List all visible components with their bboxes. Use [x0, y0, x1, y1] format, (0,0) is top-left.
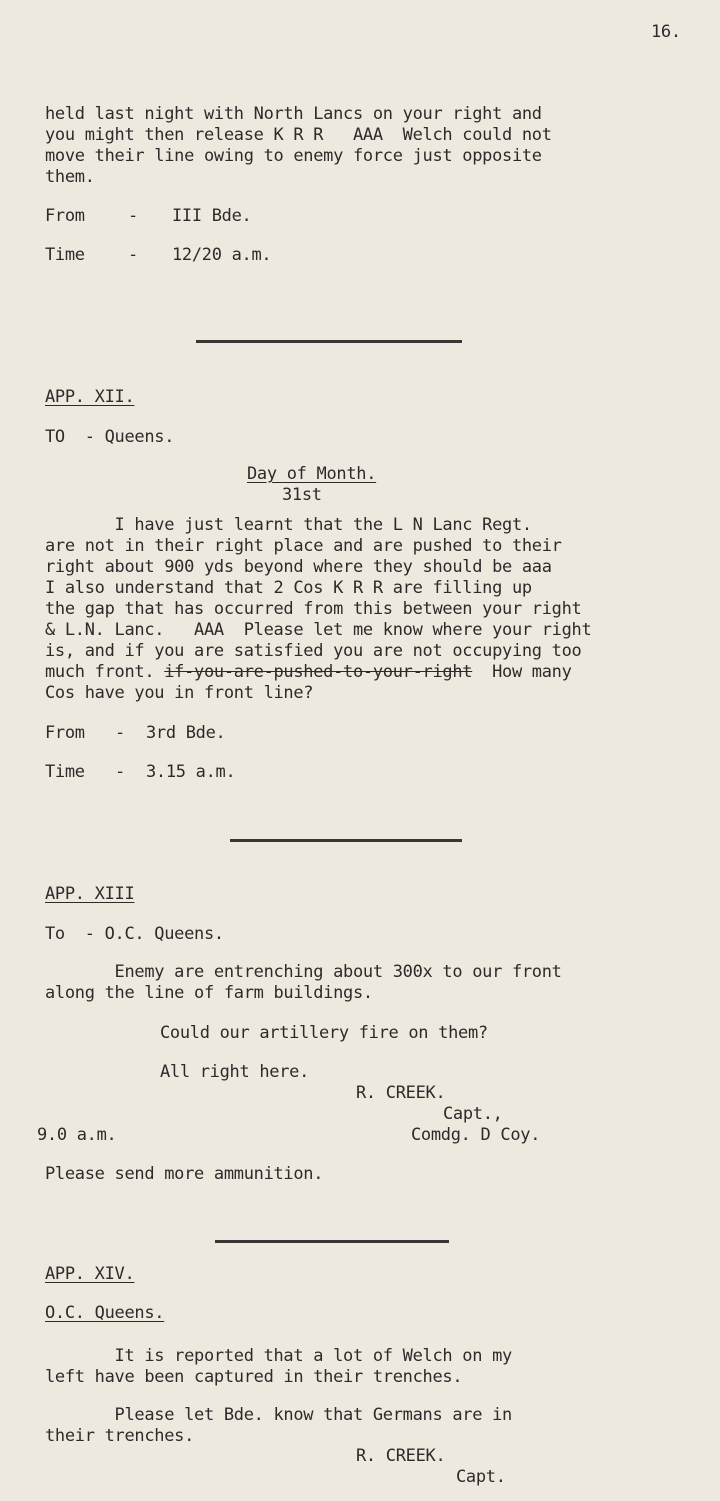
s2-line-5: the gap that has occurred from this between your right	[45, 599, 582, 619]
s4-signature: R. CREEK.	[356, 1446, 446, 1466]
s2-from-label: From	[45, 723, 85, 743]
s3-heading: APP. XIII	[45, 884, 135, 904]
s1-time-label: Time	[45, 245, 85, 265]
s3-time: 9.0 a.m.	[37, 1125, 117, 1145]
s2-line-7: is, and if you are satisfied you are not occupying too	[45, 641, 582, 661]
page-number: 16.	[651, 22, 681, 42]
s3-rank: Capt.,	[443, 1104, 503, 1124]
s4-heading: APP. XIV.	[45, 1264, 135, 1284]
s4-line-2: left have been captured in their trenches.	[45, 1367, 463, 1387]
s1-time-value: 12/20 a.m.	[172, 245, 272, 265]
s2-struck-text: if-you-are-pushed-to-your-right	[164, 662, 473, 682]
s1-from-label: From	[45, 206, 85, 226]
s1-line-2: you might then release K R R AAA Welch could not	[45, 125, 552, 145]
s3-signature: R. CREEK.	[356, 1083, 446, 1103]
divider-rule	[230, 839, 462, 842]
s2-from-value: 3rd Bde.	[146, 723, 226, 743]
s3-line-2: along the line of farm buildings.	[45, 983, 373, 1003]
s4-line-4: their trenches.	[45, 1426, 195, 1446]
s1-time-dash: -	[128, 245, 138, 265]
s2-line-8-start: much front.	[45, 662, 165, 682]
s2-line-1: I have just learnt that the L N Lanc Regt.	[45, 515, 532, 535]
s3-postscript: Please send more ammunition.	[45, 1164, 324, 1184]
s3-command: Comdg. D Coy.	[411, 1125, 541, 1145]
s2-line-8	[45, 662, 572, 683]
s4-to-line: O.C. Queens.	[45, 1303, 165, 1323]
divider-rule	[215, 1240, 449, 1243]
s3-all-right: All right here.	[160, 1062, 310, 1082]
s3-to-line: To - O.C. Queens.	[45, 924, 224, 944]
s1-from-dash: -	[128, 206, 138, 226]
s1-line-3: move their line owing to enemy force just opposite	[45, 146, 542, 166]
s2-to-line: TO - Queens.	[45, 427, 175, 447]
s2-date-value: 31st	[282, 485, 322, 505]
s1-line-1: held last night with North Lancs on your right and	[45, 104, 542, 124]
s2-line-6: & L.N. Lanc. AAA Please let me know where your right	[45, 620, 592, 640]
divider-rule	[196, 340, 462, 343]
s2-time-dash: -	[115, 762, 125, 782]
s2-time-value: 3.15 a.m.	[146, 762, 236, 782]
s3-line-1: Enemy are entrenching about 300x to our front	[45, 962, 562, 982]
s4-line-1: It is reported that a lot of Welch on my	[45, 1346, 512, 1366]
s2-line-3: right about 900 yds beyond where they should be aaa	[45, 557, 552, 577]
s2-heading: APP. XII.	[45, 387, 135, 407]
s4-line-3: Please let Bde. know that Germans are in	[45, 1405, 512, 1425]
s2-line-2: are not in their right place and are pushed to their	[45, 536, 562, 556]
s2-date-heading: Day of Month.	[247, 464, 377, 484]
s1-from-value: III Bde.	[172, 206, 252, 226]
s2-line-8-end: How many	[472, 662, 572, 682]
s2-time-label: Time	[45, 762, 85, 782]
s4-rank: Capt.	[456, 1467, 506, 1487]
s3-question: Could our artillery fire on them?	[160, 1023, 488, 1043]
s1-line-4: them.	[45, 167, 95, 187]
s2-line-9: Cos have you in front line?	[45, 683, 314, 703]
s2-line-4: I also understand that 2 Cos K R R are filling up	[45, 578, 532, 598]
s2-from-dash: -	[115, 723, 125, 743]
